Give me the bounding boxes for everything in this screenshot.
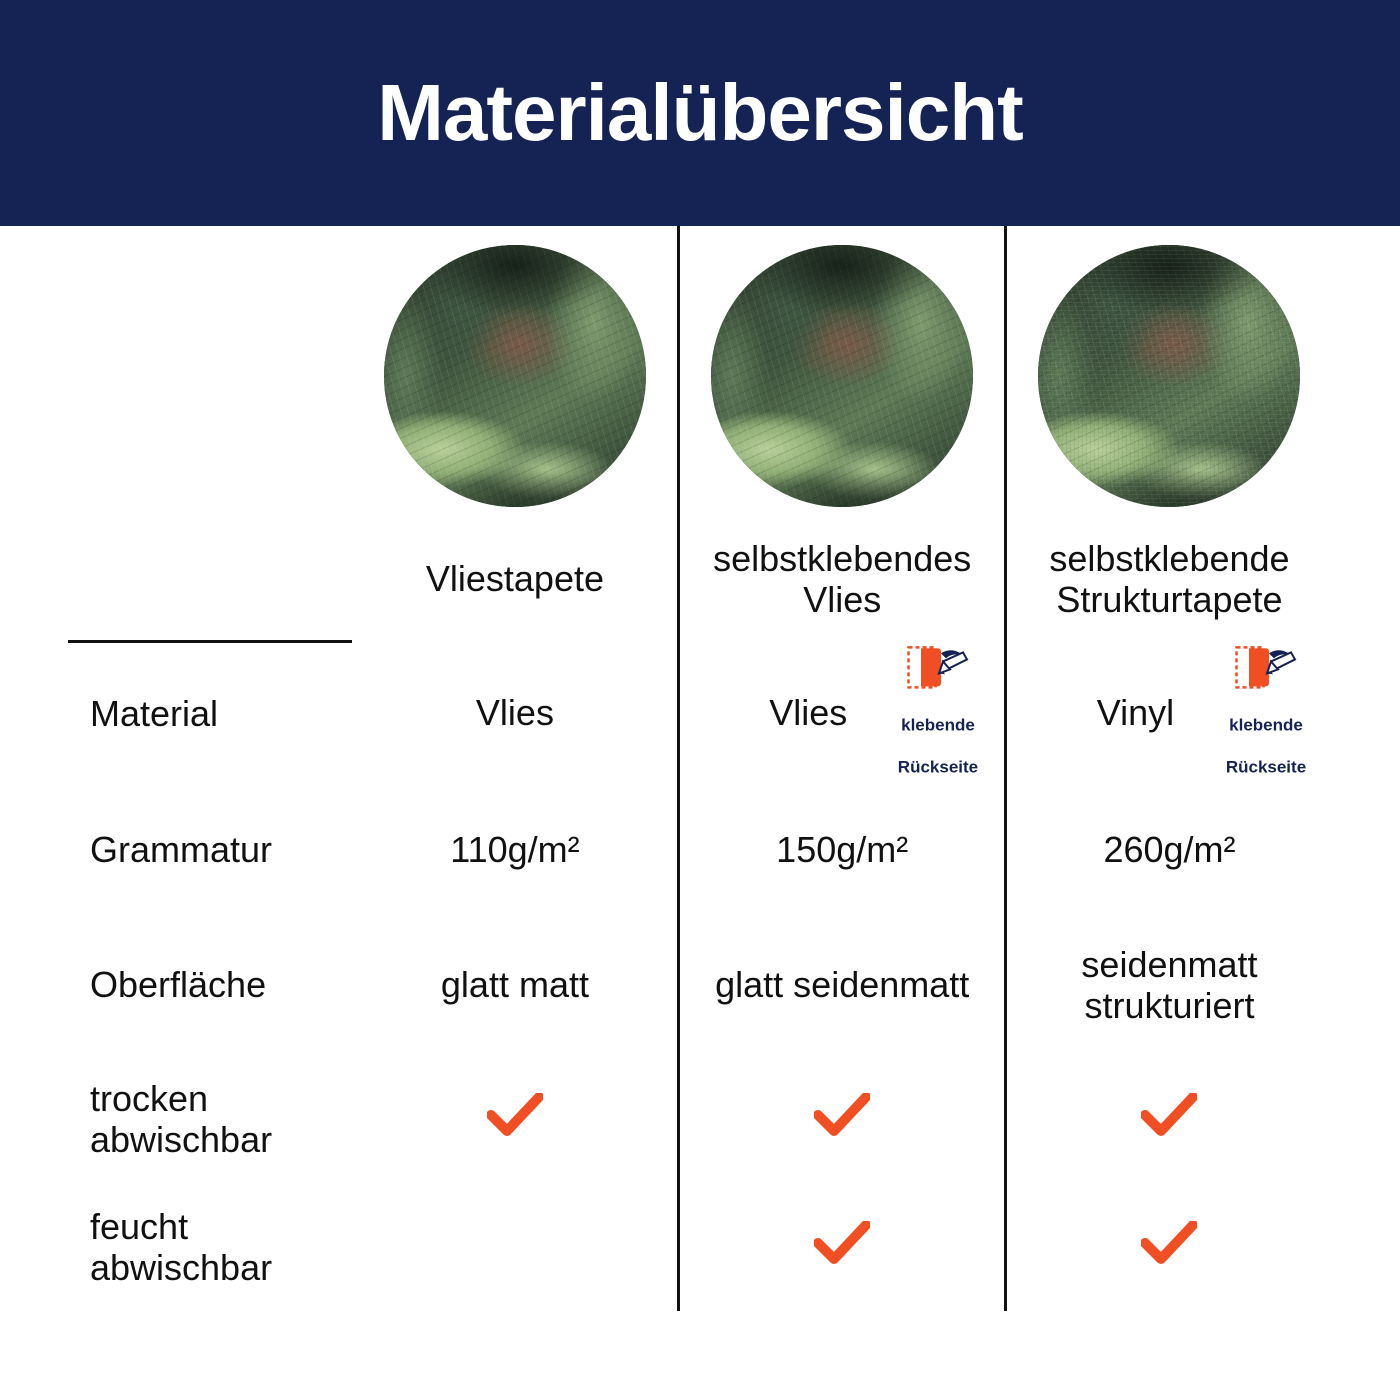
product-thumbnail-strukturtapete	[1038, 245, 1300, 507]
column-header-vliestapete: Vliestapete	[352, 526, 679, 641]
cell-material-selbstklebendes-vlies	[679, 641, 1006, 785]
table-row-trocken-abwischbar	[68, 1055, 1332, 1183]
leaf-texture-overlay	[1038, 245, 1300, 507]
cell-trocken-strukturtapete	[1005, 1055, 1332, 1183]
checkmark-icon	[1141, 1093, 1197, 1137]
badge-line-1: klebende	[901, 715, 975, 735]
cell-value: Vlies	[769, 692, 848, 734]
row-label-oberflaeche: Oberfläche	[90, 964, 267, 1006]
cell-feucht-vliestapete	[352, 1183, 679, 1311]
checkmark-icon	[814, 1093, 870, 1137]
adhesive-back-badge	[876, 645, 1000, 780]
page-header	[0, 0, 1400, 226]
material-comparison-table	[68, 226, 1332, 1311]
product-image-cell-3	[1005, 226, 1332, 526]
adhesive-back-badge	[1204, 645, 1328, 780]
product-name-row	[68, 526, 1332, 641]
cell-oberflaeche-strukturtapete: seidenmatt strukturiert	[1081, 943, 1258, 1026]
badge-line-2: Rückseite	[897, 757, 979, 777]
adhesive-back-label	[898, 716, 978, 776]
page-title: Materialübersicht	[377, 68, 1023, 157]
cell-material-strukturtapete	[1005, 641, 1332, 785]
cell-grammatur-strukturtapete: 260g/m²	[1103, 829, 1236, 871]
column-header-selbstklebendes-vlies: selbstklebendes Vlies	[679, 526, 1006, 641]
row-label-feucht-abwischbar: feucht abwischbar	[90, 1205, 273, 1288]
row-label-trocken-abwischbar: trocken abwischbar	[90, 1077, 273, 1160]
cell-grammatur-vliestapete: 110g/m²	[352, 785, 679, 915]
row-label-material: Material	[90, 693, 219, 735]
table-row-oberflaeche	[68, 915, 1332, 1055]
badge-line-2: Rückseite	[1225, 757, 1307, 777]
table-row-feucht-abwischbar	[68, 1183, 1332, 1311]
cell-oberflaeche-selbstklebendes-vlies: glatt seidenmatt	[679, 915, 1006, 1055]
product-image-row	[68, 226, 1332, 526]
adhesive-back-icon	[1235, 656, 1297, 697]
product-image-cell-1	[352, 226, 679, 526]
checkmark-icon	[487, 1093, 543, 1137]
product-thumbnail-vliestapete	[384, 245, 646, 507]
row-label-grammatur: Grammatur	[90, 829, 273, 871]
adhesive-back-icon	[907, 656, 969, 697]
cell-oberflaeche-vliestapete: glatt matt	[352, 915, 679, 1055]
badge-line-1: klebende	[1229, 715, 1303, 735]
cell-trocken-vliestapete	[352, 1055, 679, 1183]
table-row-material	[68, 641, 1332, 785]
name-row-spacer	[68, 526, 352, 641]
image-row-spacer	[68, 226, 352, 526]
adhesive-back-label	[1226, 716, 1306, 776]
cell-material-vliestapete: Vlies	[352, 641, 679, 785]
comparison-table-wrapper	[0, 226, 1400, 1311]
cell-trocken-selbstklebendes-vlies	[679, 1055, 1006, 1183]
cell-grammatur-selbstklebendes-vlies: 150g/m²	[679, 785, 1006, 915]
checkmark-icon	[814, 1221, 870, 1265]
cell-value: Vinyl	[1096, 692, 1175, 734]
product-thumbnail-selbstklebendes-vlies	[711, 245, 973, 507]
cell-feucht-strukturtapete	[1005, 1183, 1332, 1311]
table-row-grammatur	[68, 785, 1332, 915]
product-image-cell-2	[679, 226, 1006, 526]
checkmark-icon	[1141, 1221, 1197, 1265]
cell-feucht-selbstklebendes-vlies	[679, 1183, 1006, 1311]
column-header-strukturtapete: selbstklebende Strukturtapete	[1049, 538, 1290, 620]
